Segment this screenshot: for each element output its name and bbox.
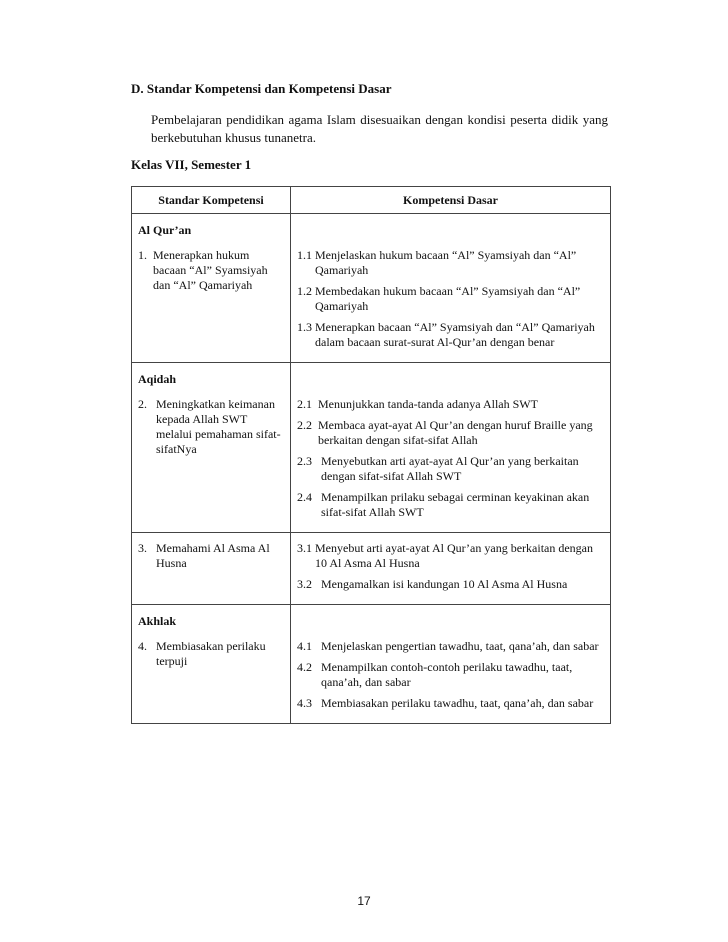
table-row — [132, 533, 611, 605]
kd-number: 2.2 — [297, 418, 318, 432]
kd-text: Menampilkan contoh-contoh perilaku tawadhu, taat, qana’ah, dan sabar — [321, 660, 573, 689]
kd-number: 4.2 — [297, 660, 321, 674]
kompetensi-dasar-list — [291, 613, 610, 711]
kd-number: 4.3 — [297, 696, 321, 710]
header-kompetensi-dasar: Kompetensi Dasar — [291, 187, 611, 214]
class-semester-heading: Kelas VII, Semester 1 — [131, 157, 252, 172]
kompetensi-dasar-cell — [291, 214, 611, 363]
table-body — [132, 214, 611, 724]
section-title: Akhlak — [138, 614, 177, 628]
kd-number: 1.3 — [297, 320, 315, 334]
kompetensi-dasar-item — [297, 397, 602, 412]
kd-number: 1.2 — [297, 284, 315, 298]
sk-text: Membiasakan perilaku terpuji — [156, 639, 266, 668]
kd-text: Membiasakan perilaku tawadhu, taat, qana’ah, dan sabar — [321, 696, 594, 710]
kd-text: Menjelaskan hukum bacaan “Al” Syamsiyah dan “Al” Qamariyah — [315, 248, 577, 277]
kd-text: Menjelaskan pengertian tawadhu, taat, qana’ah, dan sabar — [321, 639, 599, 653]
kompetensi-dasar-cell — [291, 363, 611, 533]
section-title: Al Qur’an — [138, 223, 192, 237]
kd-number: 2.4 — [297, 490, 321, 504]
standar-kompetensi-item — [132, 397, 290, 457]
table-row — [132, 605, 611, 724]
table-header-row — [132, 187, 611, 214]
kompetensi-dasar-item — [297, 320, 602, 350]
kompetensi-dasar-item — [297, 696, 602, 711]
standar-kompetensi-item — [132, 248, 290, 293]
standar-kompetensi-item — [132, 541, 290, 571]
kompetensi-dasar-item — [297, 284, 602, 314]
kd-text: Membedakan hukum bacaan “Al” Syamsiyah dan “Al” Qamariyah — [315, 284, 581, 313]
kompetensi-dasar-item — [297, 660, 602, 690]
standar-kompetensi-cell — [132, 214, 291, 363]
kompetensi-dasar-list — [291, 371, 610, 520]
kd-text: Menerapkan bacaan “Al” Syamsiyah dan “Al” Qamariyah dalam bacaan surat-surat Al-Qur’an dengan benar — [315, 320, 595, 349]
kompetensi-dasar-item — [297, 577, 602, 592]
competency-table — [131, 186, 611, 724]
kompetensi-dasar-item — [297, 248, 602, 278]
standar-kompetensi-cell — [132, 605, 291, 724]
sk-text: Memahami Al Asma Al Husna — [156, 541, 270, 570]
sk-number: 2. — [138, 397, 156, 411]
sk-number: 3. — [138, 541, 156, 555]
kd-text: Mengamalkan isi kandungan 10 Al Asma Al Husna — [321, 577, 568, 591]
table-row — [132, 363, 611, 533]
kd-number: 3.1 — [297, 541, 315, 555]
sk-number: 1. — [138, 248, 153, 262]
header-standar-kompetensi: Standar Kompetensi — [132, 187, 291, 214]
kd-number: 4.1 — [297, 639, 321, 653]
sk-number: 4. — [138, 639, 156, 653]
standar-kompetensi-item — [132, 639, 290, 669]
sk-text: Meningkatkan keimanan kepada Allah SWT melalui pemahaman sifat-sifatNya — [156, 397, 281, 456]
kompetensi-dasar-cell — [291, 533, 611, 605]
standar-kompetensi-cell — [132, 363, 291, 533]
kompetensi-dasar-cell — [291, 605, 611, 724]
kompetensi-dasar-list — [291, 222, 610, 350]
kd-text: Menampilkan prilaku sebagai cerminan keyakinan akan sifat-sifat Allah SWT — [321, 490, 590, 519]
kd-text: Menunjukkan tanda-tanda adanya Allah SWT — [318, 397, 538, 411]
sk-text: Menerapkan hukum bacaan “Al” Syamsiyah dan “Al” Qamariyah — [153, 248, 268, 292]
kd-text: Menyebut arti ayat-ayat Al Qur’an yang berkaitan dengan 10 Al Asma Al Husna — [315, 541, 594, 570]
kompetensi-dasar-item — [297, 454, 602, 484]
intro-paragraph: Pembelajaran pendidikan agama Islam disesuaikan dengan kondisi peserta didik yang berkebutuhan khusus tunanetra. — [151, 112, 608, 145]
kd-number: 2.1 — [297, 397, 318, 411]
page-number: 17 — [357, 894, 371, 908]
kd-number: 2.3 — [297, 454, 321, 468]
table-row — [132, 214, 611, 363]
section-title: Aqidah — [138, 372, 177, 386]
standar-kompetensi-cell — [132, 533, 291, 605]
kompetensi-dasar-item — [297, 639, 602, 654]
section-heading: D. Standar Kompetensi dan Kompetensi Dasar — [131, 81, 392, 96]
kd-number: 1.1 — [297, 248, 315, 262]
kompetensi-dasar-item — [297, 418, 602, 448]
kd-text: Membaca ayat-ayat Al Qur’an dengan huruf Braille yang berkaitan dengan sifat-sifat Allah — [318, 418, 593, 447]
kd-text: Menyebutkan arti ayat-ayat Al Qur’an yang berkaitan dengan sifat-sifat Allah SWT — [321, 454, 579, 483]
kd-number: 3.2 — [297, 577, 321, 591]
kompetensi-dasar-list — [291, 541, 610, 592]
kompetensi-dasar-item — [297, 490, 602, 520]
kompetensi-dasar-item — [297, 541, 602, 571]
